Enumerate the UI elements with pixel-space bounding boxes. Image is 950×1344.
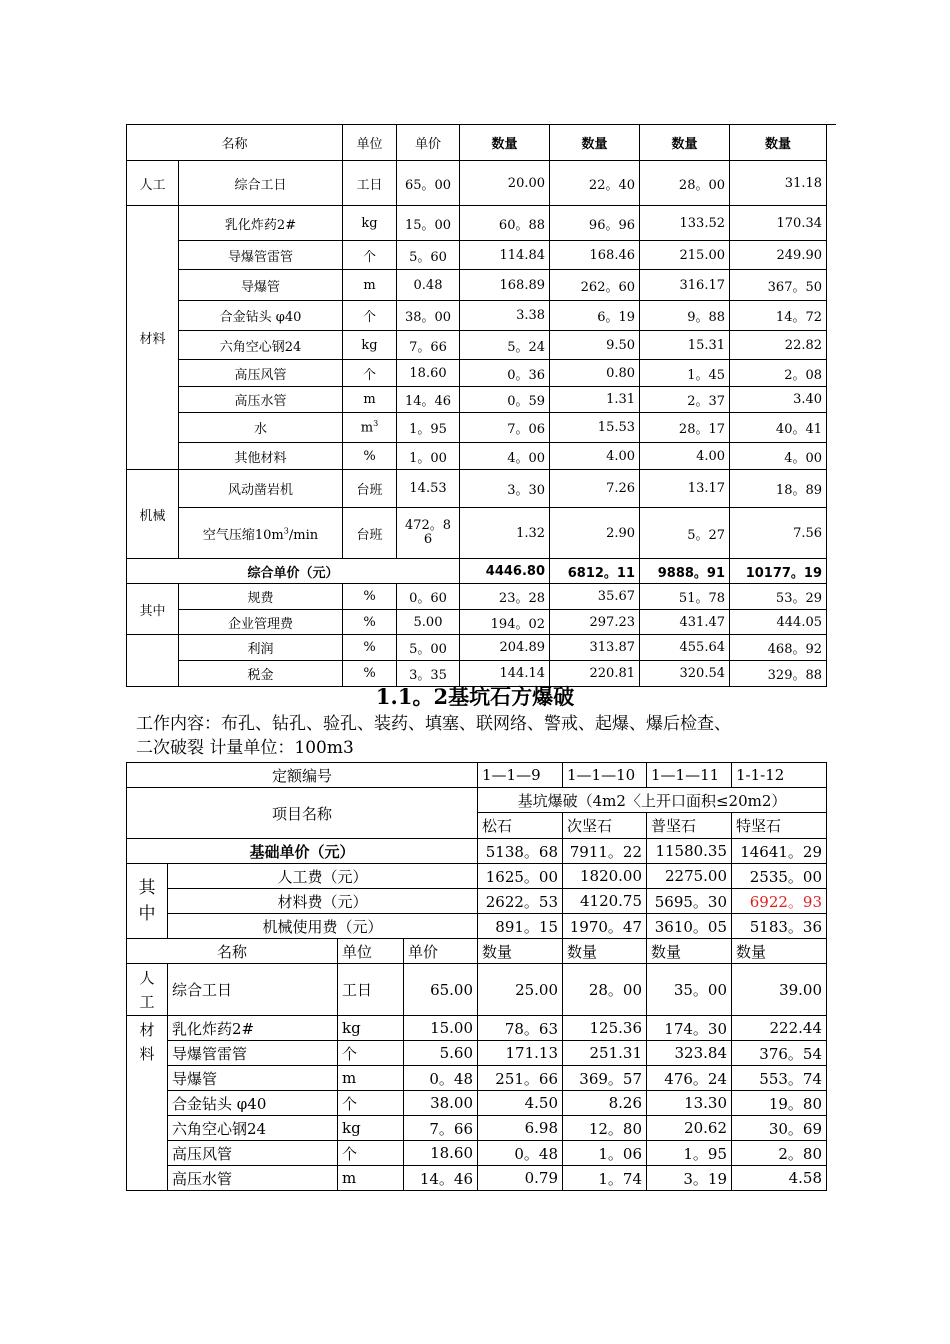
- table-row: [127, 270, 827, 301]
- cost-name: 人工费（元）: [168, 864, 478, 889]
- item-unit: m: [343, 270, 397, 301]
- item-price: [397, 508, 460, 559]
- item-quantity: 1。95: [647, 1141, 732, 1166]
- item-quantity: 3。19: [647, 1166, 732, 1191]
- cost-row: [127, 889, 827, 914]
- item-quantity: 249.90: [730, 241, 827, 270]
- table-total-row: [127, 559, 827, 584]
- item-quantity: 25.00: [478, 964, 563, 1016]
- item-quantity: 18。89: [730, 470, 827, 508]
- item-unit: 个: [338, 1091, 404, 1116]
- item-unit: m: [338, 1066, 404, 1091]
- item-price: 0。60: [397, 584, 460, 610]
- table-row: [127, 241, 827, 270]
- table-row: [127, 661, 827, 687]
- item-quantity: 5。24: [460, 331, 550, 360]
- item-name: 利润: [179, 635, 343, 661]
- item-price: 7。66: [397, 331, 460, 360]
- quota-label: 定额编号: [127, 763, 478, 788]
- item-quantity: 1。06: [563, 1141, 647, 1166]
- quota-table-upper: [126, 124, 827, 687]
- header-quantity: 数量: [640, 125, 730, 161]
- header-unit: 单位: [338, 939, 404, 964]
- item-quantity: 4.50: [478, 1091, 563, 1116]
- cost-value: 1625。00: [478, 864, 563, 889]
- item-quantity: 144.14: [460, 661, 550, 687]
- header-quantity: 数量: [563, 939, 647, 964]
- item-desc-row: [127, 788, 827, 813]
- item-name: 导爆管雷管: [179, 241, 343, 270]
- item-price: 18.60: [397, 360, 460, 387]
- item-name: 综合工日: [179, 161, 343, 206]
- base-value: 7911。22: [563, 839, 647, 864]
- item-desc: 基坑爆破（4m2〈上开口面积≤20m2）: [478, 788, 827, 813]
- item-name: 综合工日: [168, 964, 338, 1016]
- item-quantity: 0.79: [478, 1166, 563, 1191]
- item-unit: 个: [343, 301, 397, 331]
- item-quantity: 1。45: [640, 360, 730, 387]
- group-labor-char: 人: [139, 968, 155, 987]
- item-unit: %: [343, 584, 397, 610]
- item-quantity: 444.05: [730, 610, 827, 635]
- quota-code: 1—1—11: [647, 763, 732, 788]
- table-corner-line: [826, 124, 836, 125]
- table-row: [127, 610, 827, 635]
- item-quantity: 194。02: [460, 610, 550, 635]
- item-quantity: 4.00: [640, 443, 730, 470]
- rock-type: 松石: [478, 813, 563, 839]
- cost-value: 2535。00: [732, 864, 827, 889]
- item-name: [179, 508, 343, 559]
- header-name: 名称: [127, 125, 343, 161]
- item-quantity: 3.38: [460, 301, 550, 331]
- item-price: 14.53: [397, 470, 460, 508]
- item-quantity: 468。92: [730, 635, 827, 661]
- item-quantity: 455.64: [640, 635, 730, 661]
- base-label: 基础单价（元）: [127, 839, 478, 864]
- item-quantity: 23。28: [460, 584, 550, 610]
- item-quantity: 78。63: [478, 1016, 563, 1041]
- cost-name: 机械使用费（元）: [168, 914, 478, 939]
- quota-code-row: [127, 763, 827, 788]
- item-quantity: 7。06: [460, 413, 550, 443]
- group-sub-char: 中: [138, 904, 156, 924]
- group-labor: 人工: [127, 161, 179, 206]
- cost-value: 5695。30: [647, 889, 732, 914]
- item-quantity: 4.00: [550, 443, 640, 470]
- item-unit: kg: [343, 206, 397, 241]
- rock-type: 次坚石: [563, 813, 647, 839]
- quota-code: 1—1—9: [478, 763, 563, 788]
- item-quantity: 2。80: [732, 1141, 827, 1166]
- item-price: 5。60: [397, 241, 460, 270]
- table-row: [127, 1166, 827, 1191]
- item-quantity: 22。40: [550, 161, 640, 206]
- header-quantity: 数量: [730, 125, 827, 161]
- item-quantity: 4。00: [730, 443, 827, 470]
- group-sub-char: 其: [138, 878, 156, 898]
- item-unit: 工日: [343, 161, 397, 206]
- item-quantity: 2。08: [730, 360, 827, 387]
- item-quantity: 96。96: [550, 206, 640, 241]
- item-name: 导爆管: [179, 270, 343, 301]
- item-unit: %: [343, 635, 397, 661]
- item-quantity: 215.00: [640, 241, 730, 270]
- item-quantity: 431.47: [640, 610, 730, 635]
- item-name: 水: [179, 413, 343, 443]
- group-material: [127, 1016, 168, 1191]
- table-row: [127, 1141, 827, 1166]
- item-quantity: 15.53: [550, 413, 640, 443]
- item-unit: 个: [338, 1041, 404, 1066]
- item-quantity: 4.58: [732, 1166, 827, 1191]
- item-price: 15。00: [397, 206, 460, 241]
- item-quantity: 6。19: [550, 301, 640, 331]
- total-value: 6812。11: [550, 559, 640, 584]
- item-quantity: 14。72: [730, 301, 827, 331]
- item-quantity: 262。60: [550, 270, 640, 301]
- item-name: 导爆管雷管: [168, 1041, 338, 1066]
- group-material-char: 材: [139, 1021, 155, 1039]
- item-quantity: 125.36: [563, 1016, 647, 1041]
- item-quantity: 7.26: [550, 470, 640, 508]
- item-quantity: 174。30: [647, 1016, 732, 1041]
- item-quantity: 0.80: [550, 360, 640, 387]
- header-quantity: 数量: [550, 125, 640, 161]
- item-quantity: 19。80: [732, 1091, 827, 1116]
- item-price: 5。00: [397, 635, 460, 661]
- header-quantity: 数量: [647, 939, 732, 964]
- cost-value: 1970。47: [563, 914, 647, 939]
- item-name: 合金钻头 φ40: [168, 1091, 338, 1116]
- item-label: 项目名称: [127, 788, 478, 839]
- item-unit: 个: [338, 1141, 404, 1166]
- item-quantity: 476。24: [647, 1066, 732, 1091]
- item-name: 导爆管: [168, 1066, 338, 1091]
- item-name: 高压水管: [168, 1166, 338, 1191]
- work-content-line-1: 工作内容：布孔、钻孔、验孔、装药、填塞、联网络、警戒、起爆、爆后检查、: [136, 714, 731, 734]
- item-quantity: 28。17: [640, 413, 730, 443]
- section-title: 1.1。2基坑石方爆破: [375, 684, 575, 709]
- item-quantity: 369。57: [563, 1066, 647, 1091]
- item-name: 企业管理费: [179, 610, 343, 635]
- item-unit: %: [343, 610, 397, 635]
- header-quantity: 数量: [460, 125, 550, 161]
- table-row: [127, 1116, 827, 1141]
- item-quantity: 2.90: [550, 508, 640, 559]
- base-value: 5138。68: [478, 839, 563, 864]
- group-material-char: 料: [139, 1045, 155, 1063]
- item-unit: 个: [343, 360, 397, 387]
- table-row: [127, 1066, 827, 1091]
- header-name: 名称: [127, 939, 338, 964]
- table-row: [127, 387, 827, 413]
- total-label: 综合单价（元）: [127, 559, 460, 584]
- item-price: 5.00: [397, 610, 460, 635]
- item-name: 合金钻头 φ40: [179, 301, 343, 331]
- table-row: [127, 1016, 827, 1041]
- group-empty: [127, 635, 179, 687]
- item-quantity: 31.18: [730, 161, 827, 206]
- item-price: 1。95: [397, 413, 460, 443]
- header-price: 单价: [404, 939, 478, 964]
- item-price: 0。48: [404, 1066, 478, 1091]
- cost-value: 1820.00: [563, 864, 647, 889]
- item-quantity: 53。29: [730, 584, 827, 610]
- table-row: [127, 161, 827, 206]
- item-name: 乳化炸药2#: [179, 206, 343, 241]
- item-quantity: 133.52: [640, 206, 730, 241]
- item-quantity: 313.87: [550, 635, 640, 661]
- table-row: [127, 964, 827, 1016]
- work-content-line-2: 二次破裂 计量单位：100m3: [136, 738, 354, 758]
- item-quantity: 35.67: [550, 584, 640, 610]
- total-value: 4446.80: [460, 559, 550, 584]
- item-quantity: 8.26: [563, 1091, 647, 1116]
- item-name: 税金: [179, 661, 343, 687]
- rock-type: 特坚石: [732, 813, 827, 839]
- item-quantity: 13.17: [640, 470, 730, 508]
- item-quantity: 0。59: [460, 387, 550, 413]
- table-header-row: [127, 125, 827, 161]
- table-row: [127, 508, 827, 559]
- table-row: [127, 635, 827, 661]
- group-sub: 其中: [127, 584, 179, 635]
- item-unit-text: m: [360, 420, 374, 436]
- total-value: 9888。91: [640, 559, 730, 584]
- header-unit: 单位: [343, 125, 397, 161]
- item-price: 7。66: [404, 1116, 478, 1141]
- item-quantity: 0。48: [478, 1141, 563, 1166]
- item-price: 3。35: [397, 661, 460, 687]
- header-price: 单价: [397, 125, 460, 161]
- item-quantity: 316.17: [640, 270, 730, 301]
- base-value: 11580.35: [647, 839, 732, 864]
- item-quantity: 6.98: [478, 1116, 563, 1141]
- rock-type: 普坚石: [647, 813, 732, 839]
- cost-value: 891。15: [478, 914, 563, 939]
- item-quantity: 22.82: [730, 331, 827, 360]
- item-quantity: 28。00: [563, 964, 647, 1016]
- item-quantity: 12。80: [563, 1116, 647, 1141]
- item-name: 六角空心钢24: [179, 331, 343, 360]
- item-price-text: 472。86: [404, 518, 452, 547]
- item-name-sup: 3: [283, 526, 289, 536]
- item-unit: kg: [343, 331, 397, 360]
- item-name: 乳化炸药2#: [168, 1016, 338, 1041]
- table-row: [127, 443, 827, 470]
- item-name: 六角空心钢24: [168, 1116, 338, 1141]
- cost-value: 3610。05: [647, 914, 732, 939]
- table-row: [127, 1091, 827, 1116]
- item-price: 38.00: [404, 1091, 478, 1116]
- item-name: 其他材料: [179, 443, 343, 470]
- cost-value: 5183。36: [732, 914, 827, 939]
- item-name-part: 空气压缩10m: [202, 527, 284, 543]
- item-quantity: 320.54: [640, 661, 730, 687]
- quota-code: 1-1-12: [732, 763, 827, 788]
- item-quantity: 40。41: [730, 413, 827, 443]
- cost-value: 4120.75: [563, 889, 647, 914]
- item-quantity: 1.32: [460, 508, 550, 559]
- item-quantity: 9。88: [640, 301, 730, 331]
- item-quantity: 297.23: [550, 610, 640, 635]
- group-labor: [127, 964, 168, 1016]
- item-quantity: 30。69: [732, 1116, 827, 1141]
- item-quantity: 251。66: [478, 1066, 563, 1091]
- group-material: 材料: [127, 206, 179, 470]
- item-name-part: /min: [288, 527, 319, 543]
- table-header-row: [127, 939, 827, 964]
- total-value: 10177。19: [730, 559, 827, 584]
- item-quantity: 2。37: [640, 387, 730, 413]
- item-quantity: 4。00: [460, 443, 550, 470]
- item-quantity: 1。74: [563, 1166, 647, 1191]
- item-price: 65。00: [397, 161, 460, 206]
- item-quantity: 28。00: [640, 161, 730, 206]
- item-quantity: 553。74: [732, 1066, 827, 1091]
- cost-value: 2622。53: [478, 889, 563, 914]
- item-quantity: 35。00: [647, 964, 732, 1016]
- item-quantity: 222.44: [732, 1016, 827, 1041]
- table-row: [127, 1041, 827, 1066]
- item-quantity: 170.34: [730, 206, 827, 241]
- item-quantity: 51。78: [640, 584, 730, 610]
- cost-name: 材料费（元）: [168, 889, 478, 914]
- table-row: [127, 413, 827, 443]
- item-quantity: 0。36: [460, 360, 550, 387]
- item-price: 1。00: [397, 443, 460, 470]
- item-unit: m: [343, 387, 397, 413]
- item-unit: m: [338, 1166, 404, 1191]
- item-unit: %: [343, 443, 397, 470]
- item-unit: %: [343, 661, 397, 687]
- item-name: 高压水管: [179, 387, 343, 413]
- item-quantity: 251.31: [563, 1041, 647, 1066]
- item-quantity: 3.40: [730, 387, 827, 413]
- item-price: 5.60: [404, 1041, 478, 1066]
- header-quantity: 数量: [732, 939, 827, 964]
- item-quantity: 3。30: [460, 470, 550, 508]
- item-quantity: 9.50: [550, 331, 640, 360]
- table-row: [127, 584, 827, 610]
- item-quantity: 7.56: [730, 508, 827, 559]
- item-quantity: 376。54: [732, 1041, 827, 1066]
- quota-table-lower: [126, 762, 827, 1191]
- item-price: 0.48: [397, 270, 460, 301]
- base-value: 14641。29: [732, 839, 827, 864]
- item-name: 高压风管: [168, 1141, 338, 1166]
- item-quantity: 15.31: [640, 331, 730, 360]
- item-price: 14。46: [397, 387, 460, 413]
- item-price: 38。00: [397, 301, 460, 331]
- item-quantity: 171.13: [478, 1041, 563, 1066]
- item-quantity: 323.84: [647, 1041, 732, 1066]
- cost-value: 2275.00: [647, 864, 732, 889]
- item-quantity: 114.84: [460, 241, 550, 270]
- item-quantity: 39.00: [732, 964, 827, 1016]
- cost-value: 6922。93: [732, 889, 827, 914]
- table-row: [127, 206, 827, 241]
- item-unit: 台班: [343, 470, 397, 508]
- item-quantity: 329。88: [730, 661, 827, 687]
- cost-row: [127, 914, 827, 939]
- item-unit: 台班: [343, 508, 397, 559]
- item-quantity: 220.81: [550, 661, 640, 687]
- item-quantity: 60。88: [460, 206, 550, 241]
- item-unit-sup: 3: [373, 419, 379, 429]
- base-price-row: [127, 839, 827, 864]
- table-row: [127, 360, 827, 387]
- item-quantity: 1.31: [550, 387, 640, 413]
- item-name: 规费: [179, 584, 343, 610]
- item-quantity: 204.89: [460, 635, 550, 661]
- item-name: 风动凿岩机: [179, 470, 343, 508]
- item-unit: 个: [343, 241, 397, 270]
- item-quantity: 20.00: [460, 161, 550, 206]
- table-row: [127, 470, 827, 508]
- table-row: [127, 301, 827, 331]
- cost-row: [127, 864, 827, 889]
- quota-code: 1—1—10: [563, 763, 647, 788]
- item-unit: kg: [338, 1116, 404, 1141]
- header-quantity: 数量: [478, 939, 563, 964]
- item-name: 高压风管: [179, 360, 343, 387]
- item-price: 65.00: [404, 964, 478, 1016]
- group-labor-char: 工: [139, 992, 155, 1011]
- item-quantity: 367。50: [730, 270, 827, 301]
- item-price: 14。46: [404, 1166, 478, 1191]
- item-quantity: 13.30: [647, 1091, 732, 1116]
- item-price: 15.00: [404, 1016, 478, 1041]
- item-unit: kg: [338, 1016, 404, 1041]
- item-quantity: 168.89: [460, 270, 550, 301]
- item-unit: 工日: [338, 964, 404, 1016]
- item-quantity: 168.46: [550, 241, 640, 270]
- item-price: 18.60: [404, 1141, 478, 1166]
- item-unit: [343, 413, 397, 443]
- item-quantity: 20.62: [647, 1116, 732, 1141]
- item-quantity: 5。27: [640, 508, 730, 559]
- group-machine: 机械: [127, 470, 179, 559]
- group-sub: [127, 864, 168, 939]
- table-row: [127, 331, 827, 360]
